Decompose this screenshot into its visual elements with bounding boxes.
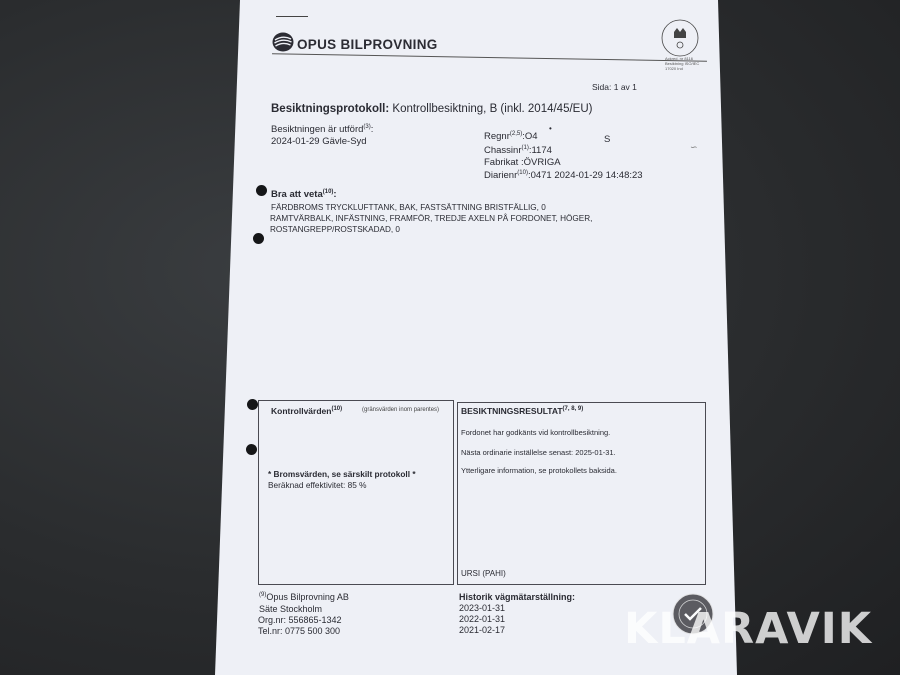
watermark-text: KLARAVIK (624, 604, 873, 654)
diarie-label: Diarienr (484, 170, 518, 182)
punch-hole (253, 233, 264, 244)
performed-suffix: : (370, 124, 374, 136)
control-values-sup: (10) (331, 406, 343, 413)
company-name-text: Opus Bilprovning AB (266, 592, 349, 602)
regnr-label: Regnr (484, 131, 510, 143)
result-line: Nästa ordinarie inställelse senast: 2025-01-31. (461, 448, 616, 457)
company-phone: Tel.nr: 0775 500 300 (258, 626, 341, 636)
regnr-sup: (2,5) (509, 131, 523, 137)
top-rule (276, 16, 308, 17)
chassi-value: :1174 (528, 145, 552, 157)
diarie-sup: (10) (517, 170, 528, 176)
control-values-title (271, 406, 342, 416)
control-values-title-text: Kontrollvärden (271, 406, 332, 416)
page-indicator: Sida: 1 av 1 (592, 82, 637, 92)
performed-value: 2024-01-29 Gävle-Syd (271, 136, 367, 147)
fabrikat-field (484, 157, 561, 168)
chassi-field (484, 145, 552, 156)
result-title (461, 406, 583, 416)
odometer-history-title: Historik vägmätarställning: (459, 592, 576, 602)
fabrikat-value: :ÖVRIGA (520, 157, 561, 168)
remark-line: FÄRDBROMS TRYCKLUFTTANK, BAK, FASTSÄTTNING BRISTFÄLLIG, 0 (271, 203, 546, 212)
redaction-mark: • (549, 124, 552, 133)
pen-mark-icon: ∽ (690, 142, 698, 152)
brake-efficiency: Beräknad effektivitet: 85 % (268, 480, 367, 490)
opus-logo-icon (272, 32, 294, 52)
good-to-know-suffix: : (333, 189, 337, 201)
regnr-suffix: S (604, 134, 611, 145)
brand-name: OPUS BILPROVNING (297, 37, 438, 52)
punch-hole (247, 399, 258, 410)
inspector-signature: URSI (PAHI) (461, 569, 506, 578)
regnr-value: :O4 (522, 131, 538, 143)
control-values-box (258, 400, 454, 585)
performed-sup: (3) (363, 124, 371, 130)
good-to-know-title-text: Bra att veta (271, 189, 323, 201)
remark-line: RAMTVÄRBALK, INFÄSTNING, FRAMFÖR, TREDJE AXELN PÅ FORDONET, HÖGER, (270, 214, 593, 223)
control-values-note: (gränsvärden inom parentes) (362, 407, 440, 413)
diarie-value: :0471 2024-01-29 14:48:23 (527, 170, 643, 182)
company-seat: Säte Stockholm (259, 604, 323, 614)
chassi-label: Chassinr (484, 145, 522, 157)
odometer-history-date: 2022-01-31 (459, 614, 506, 624)
good-to-know-sup: (10) (322, 189, 334, 195)
good-to-know-title (271, 189, 337, 200)
protocol-title-bold: Besiktningsprotokoll: (271, 103, 390, 115)
result-line: Fordonet har godkänts vid kontrollbesiktning. (461, 428, 611, 437)
accreditation-text: Ackred. nr 8116 Besiktning ISO/IEC 17020 Ind (665, 56, 700, 71)
regnr-field (484, 131, 538, 142)
company-sup: (9) (259, 592, 267, 598)
result-line: Ytterligare information, se protokollets baksida. (461, 466, 617, 475)
result-sup: (7, 8, 9) (562, 406, 584, 413)
chassi-sup: (1) (521, 145, 529, 151)
odometer-history-date: 2023-01-31 (459, 603, 506, 613)
punch-hole (256, 185, 267, 196)
brake-values-heading: * Bromsvärden, se särskilt protokoll * (268, 469, 416, 479)
protocol-title-rest: Kontrollbesiktning, B (inkl. 2014/45/EU) (389, 103, 593, 115)
performed-label-text: Besiktningen är utförd (271, 124, 364, 136)
protocol-title (271, 103, 592, 115)
result-title-text: BESIKTNINGSRESULTAT (461, 406, 563, 416)
punch-hole (246, 444, 257, 455)
performed-label (271, 124, 373, 135)
diarie-field (484, 170, 643, 181)
remark-line: ROSTANGREPP/ROSTSKADAD, 0 (270, 225, 400, 234)
odometer-history-date: 2021-02-17 (459, 625, 506, 635)
company-name (259, 592, 349, 602)
fabrikat-label: Fabrikat (484, 157, 519, 168)
company-org-number: Org.nr: 556865-1342 (258, 615, 342, 625)
